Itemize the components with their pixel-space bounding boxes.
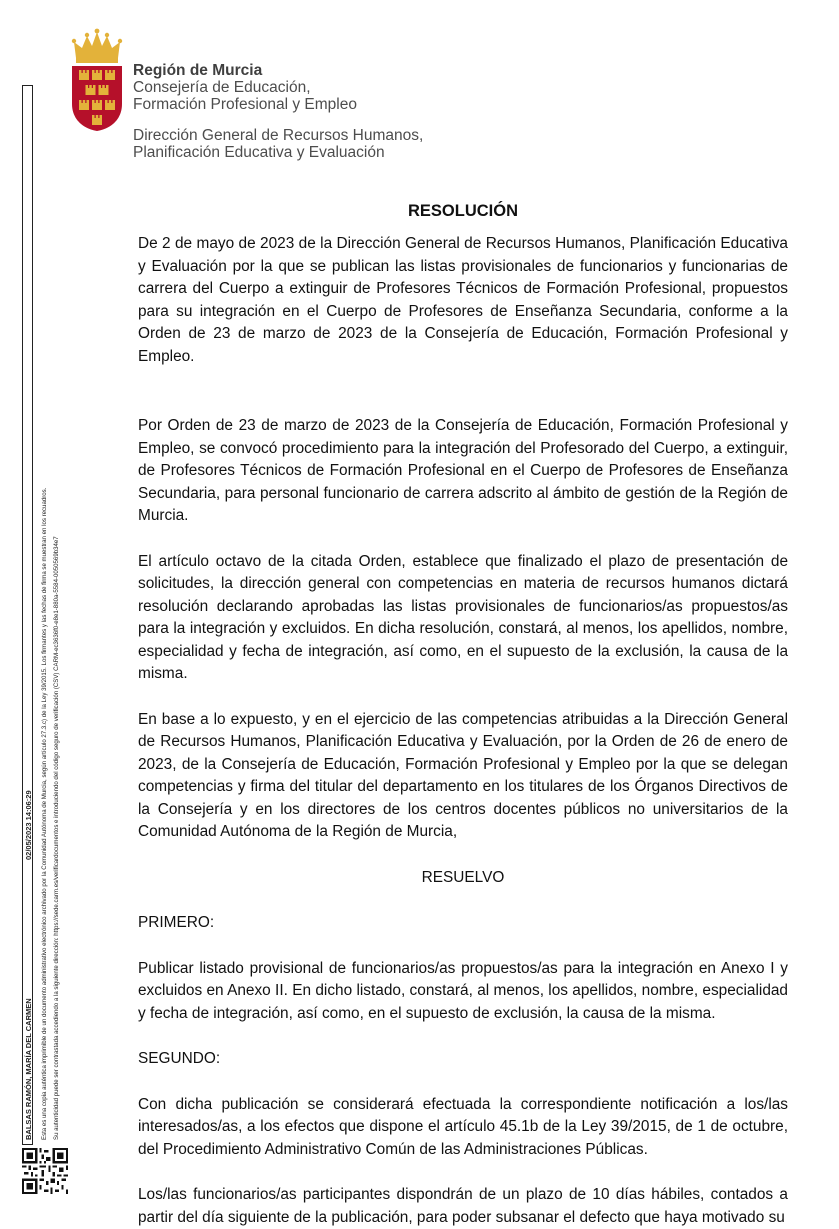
region-murcia-coat-of-arms-icon bbox=[70, 28, 124, 132]
primero-label: PRIMERO: bbox=[138, 914, 215, 931]
document-title: RESOLUCIÓN bbox=[407, 202, 518, 220]
segundo-label: SEGUNDO: bbox=[138, 1050, 221, 1067]
direccion-line-2: Planificación Educativa y Evaluación bbox=[133, 144, 385, 161]
primero-text: Publicar listado provisional de funcionarios/as propuestos/as para la integración en Anexo I y excluidos en Anexo II. En dicho listado, constará, al menos, los apellidos, nombre, especialidad y fecha de integración, así como, en el supuesto de exclusión, la causa de la misma. bbox=[138, 959, 788, 1022]
organization-name bbox=[133, 62, 357, 113]
final-paragraph: Los/las funcionarios/as participantes dispondrán de un plazo de 10 días hábiles, contados a partir del día siguiente de la publicación, para poder subsanar el defecto que haya motivado su bbox=[138, 1186, 788, 1226]
direccion-line-1: Dirección General de Recursos Humanos, bbox=[133, 127, 424, 144]
signer-name: BALSAS RAMÓN, MARÍA DEL CARMEN bbox=[24, 998, 33, 1140]
segundo-text: Con dicha publicación se considerará efectuada la correspondiente notificación a los/las interesados/as, a los efectos que dispone el artículo 45.1b de la Ley 39/2015, de 1 de octubre, del Procedimiento Administrativo Común de las Administraciones Públicas. bbox=[138, 1095, 788, 1158]
csv-notice-line-1: Esta es una copia auténtica imprimible de un documento administrativo electrónico archivado por la Comunidad Autónoma de Murcia, según artículo 27.3.c) de la Ley 39/2015. Los firmantes y las fechas de firma se muestran en los recuadros. bbox=[41, 487, 48, 1140]
paragraph-orden: Por Orden de 23 de marzo de 2023 de la Consejería de Educación, Formación Profesional y Empleo, se convocó procedimiento para la integración del Profesorado del Cuerpo, a extinguir, de Profesores Técnicos de Formación Profesional en el Cuerpo de Profesores de Enseñanza Secundaria, para personal funcionario de carrera adscrito al ámbito de gestión de la Región de Murcia. bbox=[138, 417, 788, 524]
paragraph-articulo-octavo: El artículo octavo de la citada Orden, establece que finalizado el plazo de presentación de solicitudes, la dirección general con competencias en materia de recursos humanos dictará resolución declarando aprobadas las listas provisionales de funcionarios/as propuestos/as para la integración y excluidos. En dicha resolución, constará, al menos, los apellidos, nombre, especialidad y fecha de integración, así como, en el supuesto de la exclusión, la causa de la misma. bbox=[138, 552, 788, 682]
verification-qr-code bbox=[22, 1148, 68, 1194]
signature-box bbox=[22, 85, 33, 1145]
document-body bbox=[138, 200, 788, 1229]
paragraph-competencias: En base a lo expuesto, y en el ejercicio de las competencias atribuidas a la Dirección General de Recursos Humanos, Planificación Educativa y Evaluación, por la Orden de 26 de enero de 2023, de la Consejería de Educación, Formación Profesional y Empleo por la que se delegan competencias y firma del titular del departamento en los titulares de los Órganos Directivos de la Consejería y en los directores de los centros docentes públicos no universitarios de la Comunidad Autónoma de la Región de Murcia, bbox=[138, 710, 788, 840]
consejeria-line-1: Consejería de Educación, bbox=[133, 79, 311, 96]
signature-timestamp: 02/05/2023 14:06:29 bbox=[24, 790, 33, 860]
intro-paragraph: De 2 de mayo de 2023 de la Dirección General de Recursos Humanos, Planificación Educativa y Evaluación por la que se publican las listas provisionales de funcionarios y funcionarias de carrera del Cuerpo a extinguir de Profesores Técnicos de Formación Profesional, propuestos para su integración en el Cuerpo de Profesores de Enseñanza Secundaria, conforme a la Orden de 23 de marzo de 2023 de la Consejería de Educación, Formación Profesional y Empleo. bbox=[138, 235, 788, 365]
csv-notice-line-2: Su autenticidad puede ser contrastada accediendo a la siguiente dirección: https://sede.carm.es/verificardocumentos e introduciendo del código seguro de verificación (CSV) CARM-ec3636f0-e8e1-880a-5584-0050569b34e7 bbox=[53, 536, 60, 1140]
consejeria-line-2: Formación Profesional y Empleo bbox=[133, 96, 357, 113]
direccion-general bbox=[133, 127, 423, 161]
region-name: Región de Murcia bbox=[133, 62, 263, 79]
resuelvo-heading: RESUELVO bbox=[421, 868, 505, 886]
